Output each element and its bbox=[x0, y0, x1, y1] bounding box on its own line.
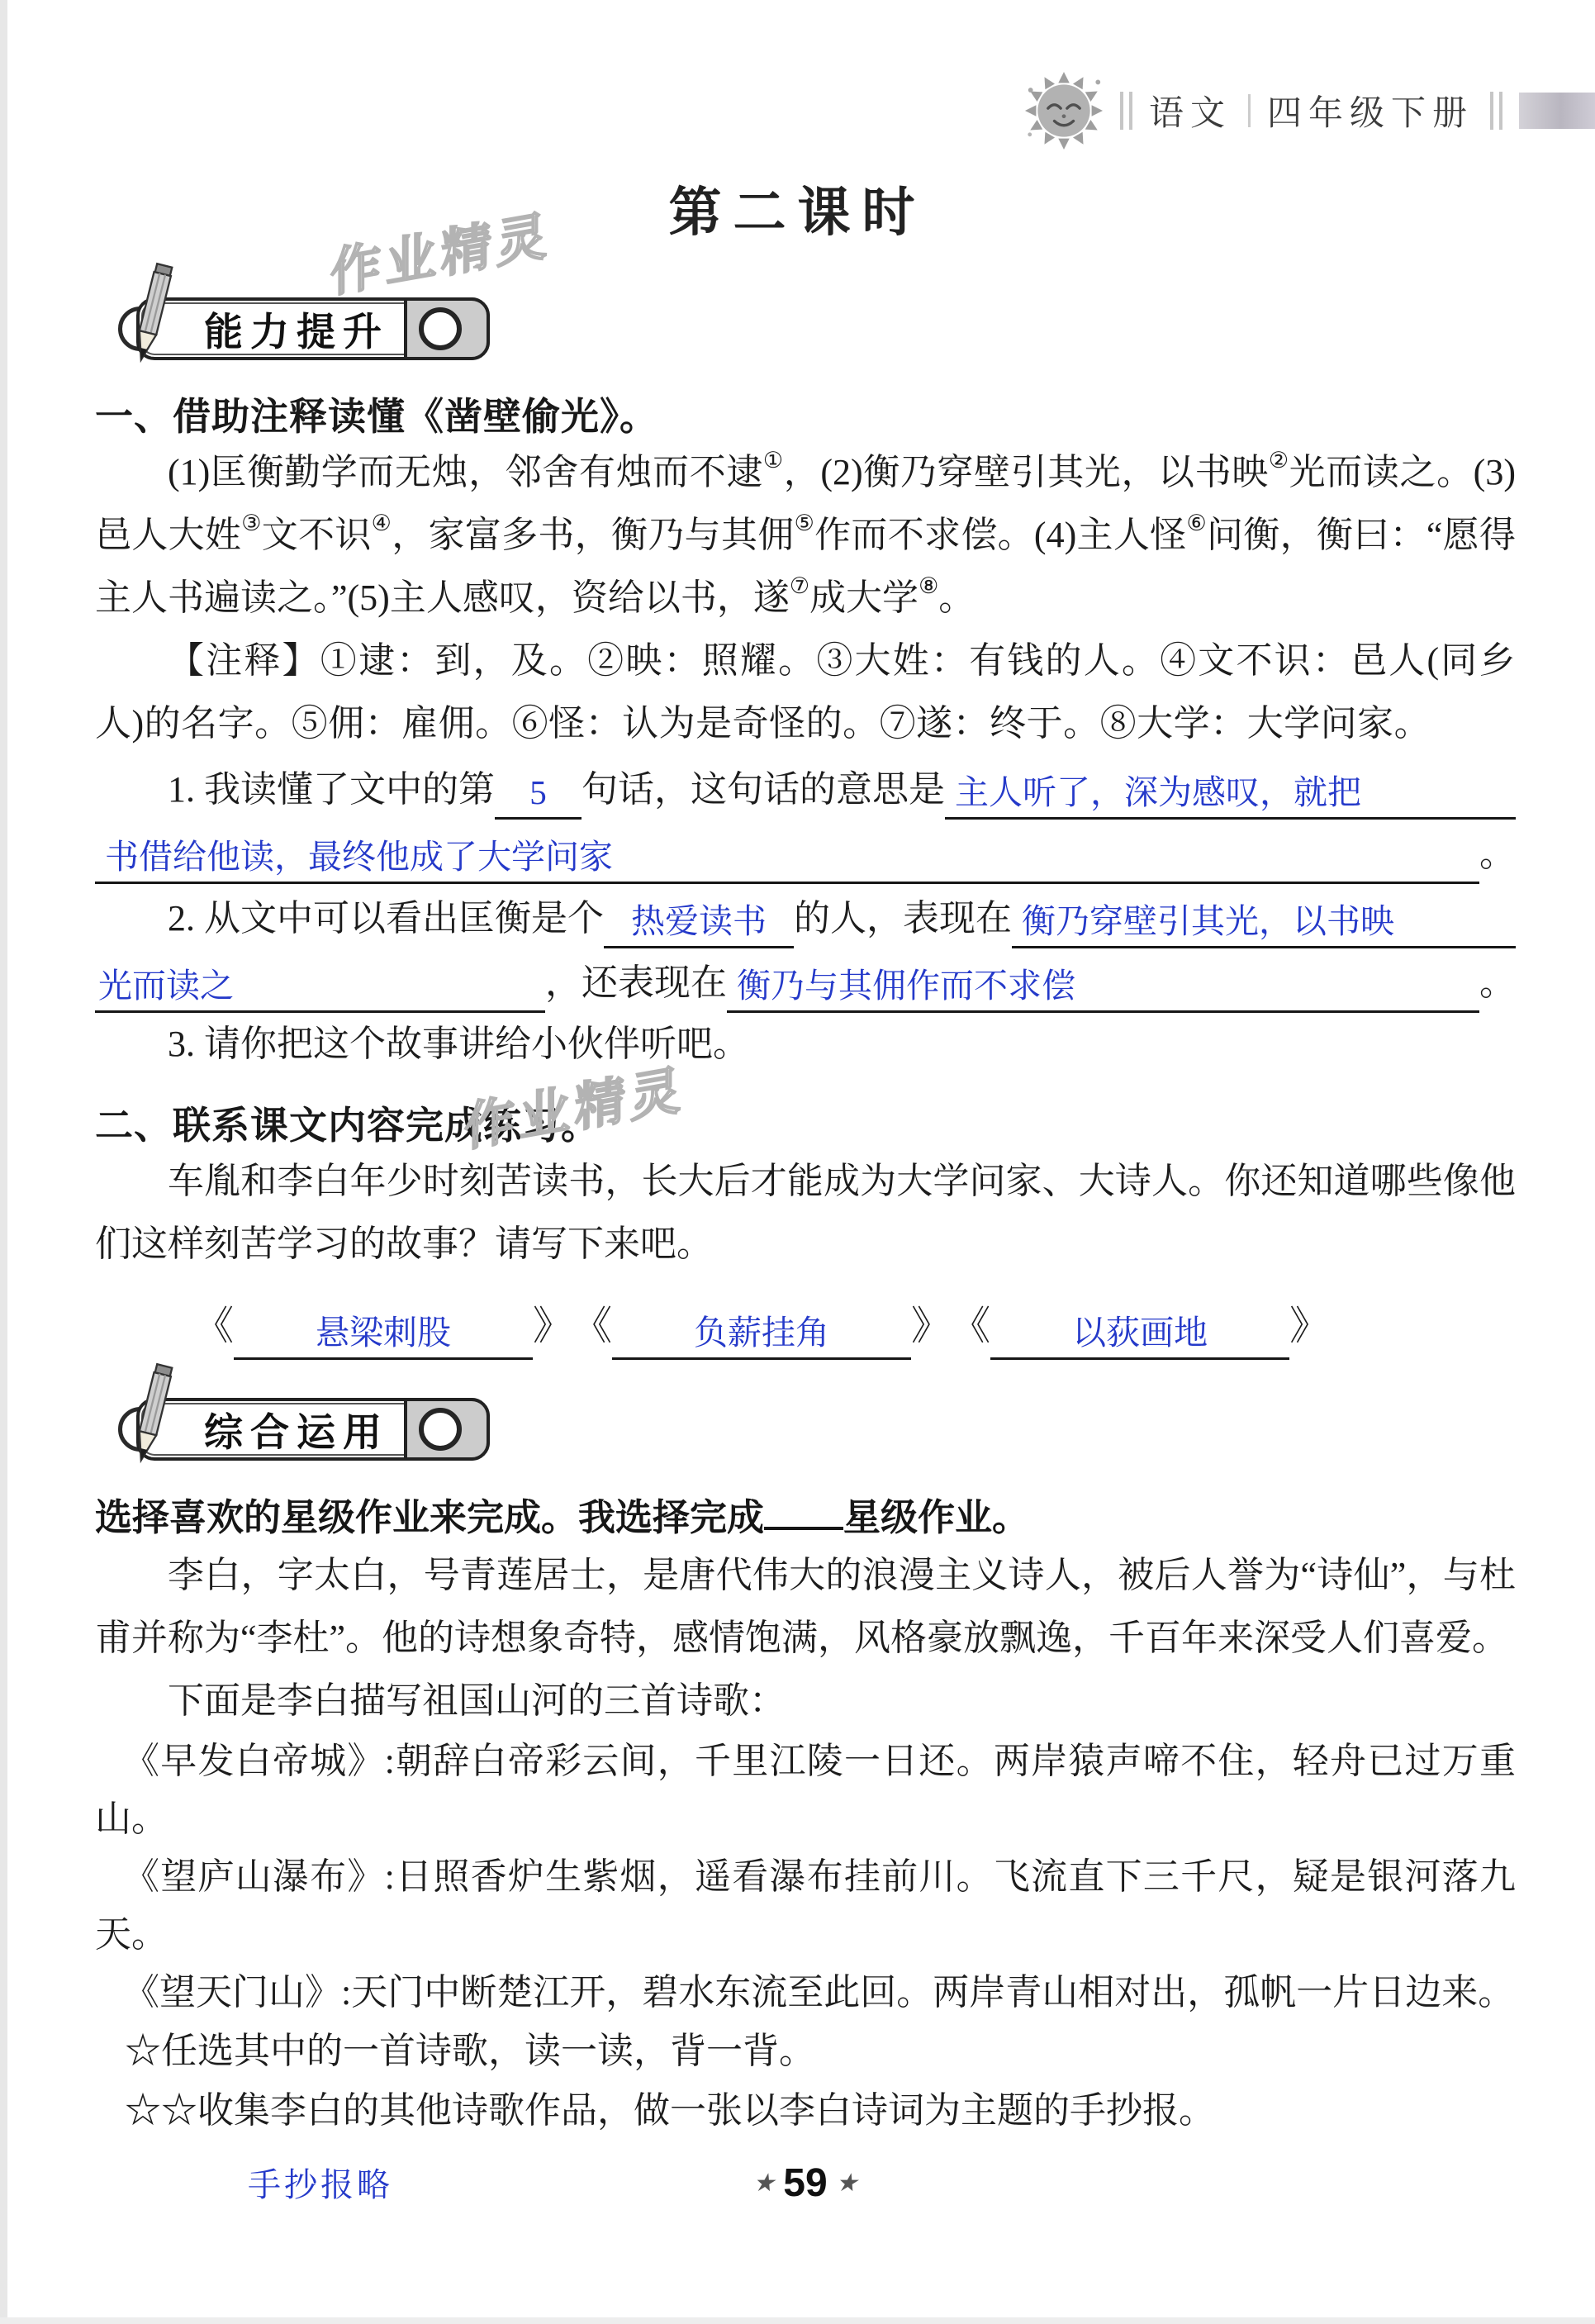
q1-period: 。 bbox=[1479, 834, 1516, 874]
q2-mid-1: 的人，表现在 bbox=[794, 898, 1012, 939]
section1-heading: 一、借助注释读懂《凿壁偷光》。 bbox=[95, 395, 658, 438]
header-grade: 四年级下册 bbox=[1266, 95, 1474, 133]
answer-note: 手抄报略 bbox=[248, 2166, 393, 2203]
ability-badge-row bbox=[136, 297, 1595, 367]
poem-zaofabaidicheng: 《早发白帝城》:朝辞白帝彩云间，千里江陵一日还。两岸猿声啼不住，轻舟已过万重山。 bbox=[95, 1741, 1516, 1839]
star-task-2: ☆☆收集李白的其他诗歌作品，做一张以李白诗词为主题的手抄报。 bbox=[125, 2090, 1215, 2131]
star-task-1: ☆任选其中的一首诗歌，读一读，背一背。 bbox=[125, 2031, 815, 2071]
page-title: 第二课时 bbox=[668, 183, 927, 242]
question-2-line-1 bbox=[95, 884, 1516, 948]
q1-number-answer: 5 bbox=[529, 773, 547, 811]
book-blank-2 bbox=[612, 1300, 911, 1360]
q2-period: 。 bbox=[1479, 962, 1516, 1003]
q2-answer-2a: 衡乃穿壁引其光，以书映 bbox=[1022, 902, 1394, 940]
comprehensive-content bbox=[0, 1489, 1595, 2220]
poem-wangtianmenshan: 《望天门山》:天门中断楚江开，碧水东流至此回。两岸青山相对出，孤帆一片日边来。 bbox=[123, 1972, 1515, 2013]
book-bracket-close: 》 bbox=[1289, 1305, 1330, 1348]
book-answer-1: 悬梁刺股 bbox=[316, 1314, 452, 1352]
page-footer bbox=[95, 2154, 1516, 2220]
page-number bbox=[752, 2160, 857, 2206]
libai-intro-paragraph: 李白，字太白，号青莲居士，是唐代伟大的浪漫主义诗人，被后人誉为“诗仙”，与杜甫并称为“李杜”。他的诗想象奇特，感情饱满，风格豪放飘逸，千百年来深受人们喜爱。 bbox=[95, 1555, 1516, 1658]
book-bracket-close: 》 bbox=[533, 1305, 573, 1348]
passage-text: (1)匡衡勤学而无烛，邻舍有烛而不逮①，(2)衡乃穿壁引其光，以书映②光而读之。(3)邑人大姓③文不识④，家富多书，衡乃与其佣⑤作而不求偿。(4)主人怪⑥问衡，衡曰：“愿得主人书遍读之。”(5)主人感叹，资给以书，遂⑦成大学⑧。 bbox=[95, 448, 1516, 618]
q1-answer-blank-cont bbox=[95, 826, 1479, 884]
badge-label: 综合运用 bbox=[204, 1409, 389, 1454]
choose-blank bbox=[764, 1489, 843, 1530]
book-answer-3: 以荻画地 bbox=[1072, 1314, 1208, 1352]
q1-number-blank bbox=[495, 762, 582, 820]
question-1-line-1 bbox=[95, 755, 1516, 820]
q2-answer-1: 热爱读书 bbox=[631, 902, 767, 940]
badge-grommet bbox=[419, 1408, 462, 1451]
header-corner-block bbox=[1519, 93, 1595, 129]
badge-label: 能力提升 bbox=[204, 309, 389, 354]
sun-logo-icon bbox=[1024, 71, 1104, 150]
poems-intro-line: 下面是李白描写祖国山河的三首诗歌： bbox=[168, 1680, 786, 1721]
book-answers-row bbox=[194, 1289, 1516, 1360]
book-answer-2: 负薪挂角 bbox=[694, 1314, 830, 1352]
watermark: 作业精灵 bbox=[464, 1060, 686, 1158]
page-number-value: 59 bbox=[783, 2161, 828, 2205]
badge-cap bbox=[404, 1398, 490, 1461]
book-bracket-open: 《 bbox=[951, 1305, 991, 1348]
badge-cap bbox=[404, 297, 490, 360]
book-blank-3 bbox=[990, 1300, 1289, 1360]
choose-lead: 选择喜欢的星级作业来完成。我选择完成 bbox=[95, 1496, 765, 1538]
q2-blank-3 bbox=[727, 955, 1479, 1013]
pencil-icon bbox=[121, 259, 188, 374]
passage-notes: 【注释】①逮：到，及。②映：照耀。③大姓：有钱的人。④文不识：邑人(同乡人)的名字。⑤佣：雇佣。⑥怪：认为是奇怪的。⑦遂：终于。⑧大学：大学问家。 bbox=[95, 640, 1516, 744]
question-3: 3. 请你把这个故事讲给小伙伴听吧。 bbox=[168, 1024, 749, 1064]
q2-blank-2 bbox=[1012, 891, 1516, 948]
section-badge-ability bbox=[136, 297, 490, 360]
q2-mid-2: ，还表现在 bbox=[545, 962, 727, 1003]
star-icon: ★ bbox=[752, 2170, 776, 2197]
q2-lead: 2. 从文中可以看出匡衡是个 bbox=[168, 898, 604, 939]
question-1-line-2 bbox=[95, 820, 1516, 884]
q1-answer-part1: 主人听了，深为感叹，就把 bbox=[955, 773, 1361, 811]
header-divider-double bbox=[1120, 92, 1132, 130]
q1-answer-blank bbox=[945, 762, 1516, 820]
q2-answer-3: 衡乃与其佣作而不求偿 bbox=[737, 967, 1075, 1005]
poem-wanglushanpubu: 《望庐山瀑布》:日照香炉生紫烟，遥看瀑布挂前川。飞流直下三千尺，疑是银河落九天。 bbox=[95, 1856, 1516, 1955]
star-icon: ★ bbox=[835, 2170, 858, 2197]
section-badge-comprehensive bbox=[136, 1398, 490, 1461]
book-bracket-close: 》 bbox=[911, 1305, 952, 1348]
q1-mid: 句话，这句话的意思是 bbox=[582, 769, 945, 810]
section2-heading: 二、联系课文内容完成练习。 bbox=[95, 1104, 600, 1147]
pencil-icon bbox=[121, 1360, 188, 1475]
section2-paragraph: 车胤和李白年少时刻苦读书，长大后才能成为大学问家、大诗人。你还知道哪些像他们这样刻苦学习的故事？请写下来吧。 bbox=[95, 1161, 1516, 1264]
q2-blank-1 bbox=[604, 891, 794, 948]
page-edge-shadow bbox=[0, 2317, 1595, 2324]
watermark: 作业精灵 bbox=[330, 206, 552, 304]
choose-tail: 星级作业。 bbox=[843, 1496, 1030, 1538]
main-content bbox=[0, 387, 1595, 1360]
page-header bbox=[0, 0, 1595, 149]
question-2-line-2 bbox=[95, 948, 1516, 1013]
q1-answer-part2: 书借给他读，最终他成了大学问家 bbox=[105, 838, 613, 876]
star-task-choose-line bbox=[95, 1489, 1516, 1544]
badge-grommet bbox=[419, 307, 462, 350]
q2-answer-2b: 光而读之 bbox=[98, 967, 234, 1005]
q1-lead: 1. 我读懂了文中的第 bbox=[168, 769, 495, 810]
header-divider-double bbox=[1490, 92, 1502, 130]
header-divider-single bbox=[1248, 94, 1251, 127]
header-subject: 语文 bbox=[1148, 95, 1232, 133]
book-bracket-open: 《 bbox=[194, 1305, 235, 1348]
comprehensive-badge-row bbox=[136, 1398, 1595, 1467]
q2-blank-2-cont bbox=[95, 955, 545, 1013]
book-bracket-open: 《 bbox=[572, 1305, 613, 1348]
book-blank-1 bbox=[234, 1300, 533, 1360]
